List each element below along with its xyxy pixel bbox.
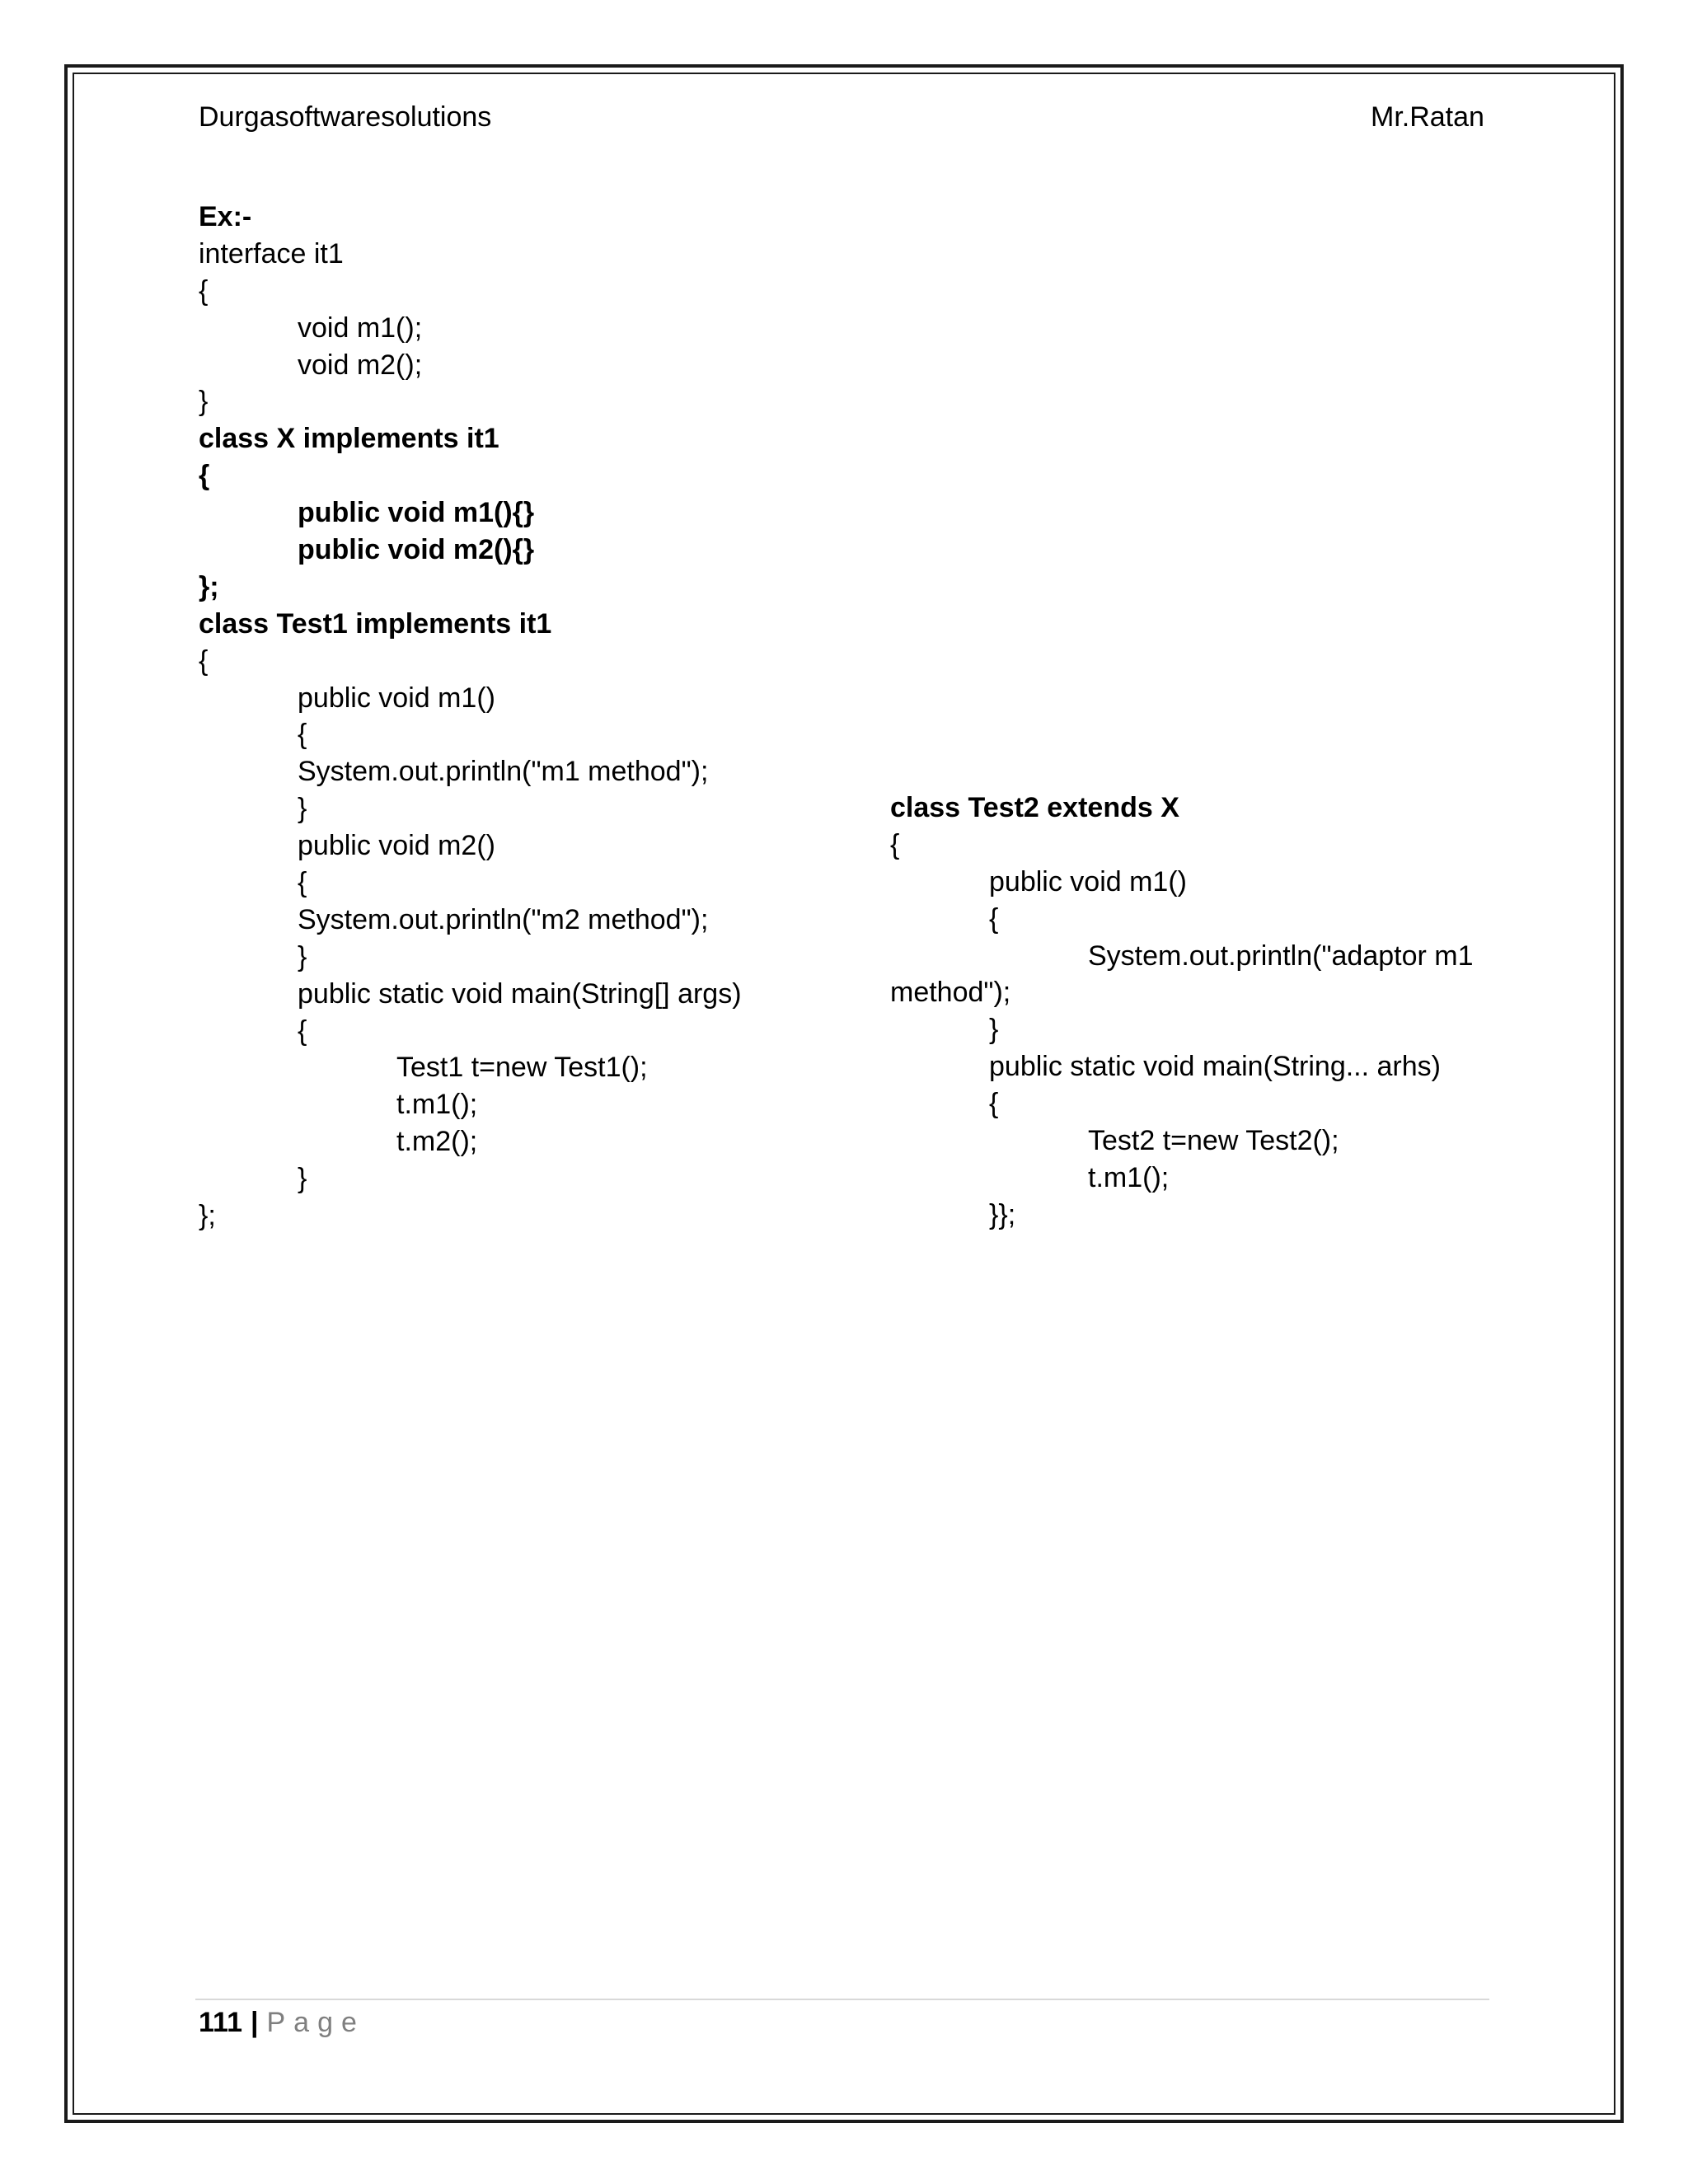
footer-divider	[195, 1999, 1489, 2000]
code-line: Ex:-	[199, 201, 252, 232]
header-author-name: Mr.Ratan	[1371, 101, 1484, 133]
code-line: }	[298, 940, 307, 972]
code-line: public static void main(String... arhs)	[989, 1051, 1441, 1083]
code-line: }	[199, 386, 209, 418]
code-block-left	[199, 199, 742, 1235]
code-line: class X implements it1	[199, 423, 499, 455]
code-line: class Test1 implements it1	[199, 607, 552, 640]
page-footer	[199, 2004, 365, 2041]
code-line: {	[199, 274, 209, 307]
code-line: method");	[890, 977, 1011, 1009]
code-line: public void m1(){}	[298, 497, 535, 529]
code-line: System.out.println("m2 method");	[298, 903, 709, 935]
code-line: }	[989, 1014, 999, 1046]
footer-separator: |	[250, 2007, 259, 2038]
code-line: }};	[989, 1198, 1016, 1230]
code-line: {	[989, 902, 999, 935]
code-line: {	[298, 867, 307, 899]
code-line: {	[989, 1088, 999, 1120]
code-line: }	[298, 1163, 307, 1195]
code-line: void m1();	[298, 312, 423, 344]
code-line: interface it1	[199, 237, 344, 269]
code-line: void m2();	[298, 349, 423, 381]
code-line: public void m2()	[298, 830, 495, 862]
code-line: Test2 t=new Test2();	[1088, 1125, 1339, 1157]
code-line: System.out.println("adaptor m1	[1088, 940, 1474, 972]
code-line: t.m1();	[1088, 1161, 1170, 1193]
code-line: {	[199, 644, 209, 677]
code-line: class Test2 extends X	[890, 792, 1179, 823]
page-number: 111	[199, 2007, 242, 2038]
code-line: }	[298, 793, 307, 825]
code-line: {	[890, 828, 900, 860]
code-line: Test1 t=new Test1();	[396, 1052, 648, 1084]
code-line: public void m1()	[989, 865, 1187, 898]
code-line: };	[199, 1200, 216, 1232]
code-line: public void m2(){}	[298, 534, 535, 566]
code-line: t.m2();	[396, 1126, 478, 1158]
code-line: public void m1()	[298, 682, 495, 714]
code-line: public static void main(String[] args)	[298, 977, 742, 1010]
code-block-right	[890, 790, 1474, 1234]
header-author-org: Durgasoftwaresolutions	[199, 101, 492, 133]
code-line: {	[298, 1015, 307, 1047]
page-label: Page	[266, 2007, 365, 2038]
code-line: {	[298, 719, 307, 751]
code-line: t.m1();	[396, 1089, 478, 1121]
code-line: {	[199, 460, 210, 492]
code-line: };	[199, 570, 219, 602]
code-line: System.out.println("m1 method");	[298, 756, 709, 788]
